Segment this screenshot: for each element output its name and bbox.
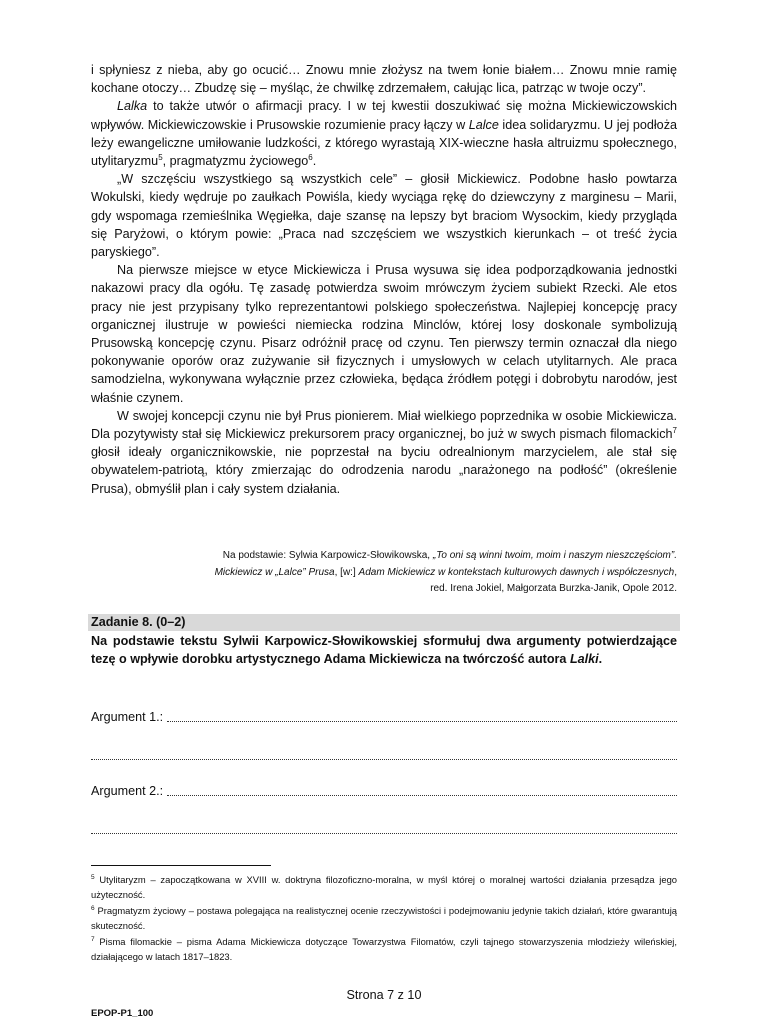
footnote-ref-5: 5 bbox=[158, 152, 163, 162]
citation-line-2: Mickiewicz w „Lalce” Prusa, [w:] Adam Mickiewicz w kontekstach kulturowych dawnych i współczesnych, bbox=[214, 566, 677, 578]
footnote-ref-7: 7 bbox=[672, 425, 677, 435]
citation-line-3: red. Irena Jokiel, Małgorzata Burzka-Janik, Opole 2012. bbox=[430, 583, 677, 594]
argument-1-continuation-line[interactable] bbox=[91, 746, 677, 764]
argument-2-continuation-line[interactable] bbox=[91, 820, 677, 838]
footnotes bbox=[91, 872, 677, 964]
paragraph-2: Lalka to także utwór o afirmacji pracy. I w tej kwestii doszukiwać się można Mickiewiczowskich wpływów. Mickiewiczowskie i Prusowskie rozumienie pracy łączy w Lalce idea solidaryzmu. U jej podłoża leży ewangeliczne umiłowanie ludzkości, z którego wyrastają XIX-wieczne hasła altruizmu społecznego, utylitaryzmu$^5$, pragmatyzmu życiowego$^6$. bbox=[91, 99, 677, 169]
citation-line-1: Na podstawie: Sylwia Karpowicz-Słowikowska, „To oni są winni twoim, moim i naszym nieszczęściom”. bbox=[222, 550, 677, 561]
paragraph-1: i spłyniesz z nieba, aby go ocucić… Znowu mnie złożysz na twem łonie białem… Znowu mnie ramię kochane otoczy… Zbudzę się – myśląc, że chwilkę zdrzemałem, całując lica, patrząc w twoje oczy”. bbox=[91, 63, 677, 96]
argument-2-line[interactable] bbox=[91, 782, 677, 800]
paragraph-5: W swojej koncepcji czynu nie był Prus pionierem. Miał wielkiego poprzednika w osobie Mickiewicza. Dla pozytywisty stał się Mickiewicz prekursorem pracy organicznej, bo już w swych pismach filomackich$^7$ głosił ideały organicznikowskie, nie poprzestał na byciu odrealnionym marzycielem, ale stał się obywatelem-patriotą, który zmierzając do odrodzenia narodu „narażonego na podłość” (określenie Prusa), obmyślił plan i cały system działania. bbox=[91, 408, 677, 496]
task-instruction: Na podstawie tekstu Sylwii Karpowicz-Słowikowskiej sformułuj dwa argumenty potwierdzające tezę o wpływie dorobku artystycznego Adama Mickiewicza na twórczość autora Lalki. bbox=[91, 634, 677, 667]
argument-1-label: Argument 1.: bbox=[91, 710, 164, 724]
footnote-6: $^6$ Pragmatyzm życiowy – postawa polegająca na realistycznej ocenie rzeczywistości i podejmowaniu jedynie takich działań, które gwarantują skuteczność. bbox=[91, 904, 677, 932]
paragraph-3: „W szczęściu wszystkiego są wszystkich cele” – głosił Mickiewicz. Podobne hasło powtarza Wokulski, kiedy wędruje po zaułkach Powiśla, kiedy wyciąga rękę do dziewczyny z marginesu – Marii, gdy wspomaga rzemieślnika Węgiełka, daje szansę na lepszy byt braciom Wysockim, kiedy przygląda się Paryżowi, o którym powie: „Praca nad szczęściem we wszystkich kierunkach – ot treść życia paryskiego”. bbox=[91, 172, 677, 260]
exam-code: EPOP-P1_100 bbox=[91, 1008, 154, 1019]
task-header: Zadanie 8. (0–2) bbox=[88, 614, 680, 631]
footnote-5: $^5$ Utylitaryzm – zapoczątkowana w XVIII w. doktryna filozoficzno-moralna, w myśl której o moralnej wartości działania przesądza jego użyteczność. bbox=[91, 873, 677, 901]
paragraph-4: Na pierwsze miejsce w etyce Mickiewicza i Prusa wysuwa się idea podporządkowania jednostki nakazowi pracy dla ogółu. Tę zasadę potwierdza swoim mrówczym życiem subiekt Rzecki. Ale etos pracy nie jest przypisany tylko reprezentantowi polskiego społeczeństwa. Najlepiej koncepcję pracy organicznej ilustruje w powieści niemiecka rodzina Minclów, której losy doskonale symbolizują Prusowską koncepcję czynu. Pisarz odróżnił pracę od czynu. Ten pierwszy termin oznaczał dla niego pokonywanie oporów oraz zużywanie sił fizycznych i umysłowych w celach utylitarnych. Ale praca samodzielna, wykonywana wyłącznie przez człowieka, będąca źródłem potęgi i dobrobytu narodów, jest właśnie czynem. bbox=[91, 263, 677, 405]
title-lalce: Lalce bbox=[468, 117, 499, 132]
title-lalka: Lalka bbox=[117, 99, 148, 114]
footnote-divider bbox=[91, 865, 271, 866]
footnote-ref-6: 6 bbox=[308, 152, 313, 162]
argument-2-label: Argument 2.: bbox=[91, 784, 164, 798]
footnote-7: $^7$ Pisma filomackie – pisma Adama Mickiewicza dotyczące Towarzystwa Filomatów, czyli tajnego stowarzyszenia młodzieży wileńskiej, działającego w latach 1817–1823. bbox=[91, 935, 677, 963]
argument-2-answer-field[interactable] bbox=[167, 782, 677, 800]
argument-1-line[interactable] bbox=[91, 708, 677, 726]
source-text bbox=[91, 61, 677, 498]
argument-1-answer-field-2[interactable] bbox=[91, 746, 677, 764]
argument-2-answer-field-2[interactable] bbox=[91, 820, 677, 838]
title-lalki: Lalki bbox=[569, 652, 599, 667]
argument-1-answer-field[interactable] bbox=[167, 708, 677, 726]
source-citation bbox=[91, 548, 677, 598]
page-number: Strona 7 z 10 bbox=[346, 988, 422, 1002]
